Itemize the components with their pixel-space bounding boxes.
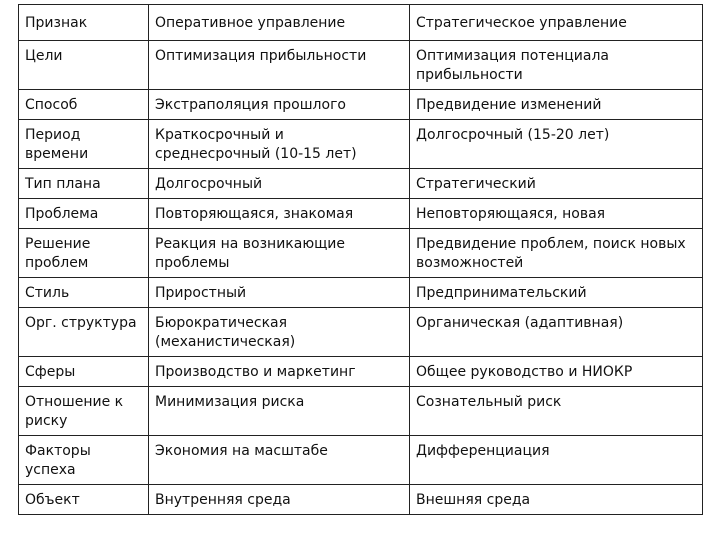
operational-cell: Повторяющаяся, знакомая (149, 199, 410, 229)
operational-cell: Краткосрочный и среднесрочный (10-15 лет) (149, 120, 410, 169)
strategic-cell: Внешняя среда (410, 485, 703, 515)
row-label: Факторы успеха (19, 436, 149, 485)
comparison-table (18, 4, 703, 515)
operational-cell: Экстраполяция прошлого (149, 90, 410, 120)
operational-cell: Производство и маркетинг (149, 357, 410, 387)
table-row (19, 229, 703, 278)
strategic-cell: Предвидение изменений (410, 90, 703, 120)
row-label: Сферы (19, 357, 149, 387)
row-label: Тип плана (19, 169, 149, 199)
header-cell-attribute: Признак (19, 5, 149, 41)
table-row (19, 199, 703, 229)
table-row (19, 120, 703, 169)
header-cell-strategic: Стратегическое управление (410, 5, 703, 41)
table-row (19, 436, 703, 485)
row-label: Орг. структура (19, 308, 149, 357)
operational-cell: Реакция на возникающие проблемы (149, 229, 410, 278)
row-label: Способ (19, 90, 149, 120)
document-page (18, 4, 702, 515)
row-label: Решение проблем (19, 229, 149, 278)
strategic-cell: Неповторяющаяся, новая (410, 199, 703, 229)
operational-cell: Оптимизация прибыльности (149, 41, 410, 90)
operational-cell: Минимизация риска (149, 387, 410, 436)
strategic-cell: Сознательный риск (410, 387, 703, 436)
row-label: Стиль (19, 278, 149, 308)
table-row (19, 387, 703, 436)
table-row (19, 169, 703, 199)
strategic-cell: Предвидение проблем, поиск новых возможностей (410, 229, 703, 278)
header-cell-operational: Оперативное управление (149, 5, 410, 41)
strategic-cell: Стратегический (410, 169, 703, 199)
row-label: Отношение к риску (19, 387, 149, 436)
strategic-cell: Предпринимательский (410, 278, 703, 308)
table-row (19, 278, 703, 308)
table-row (19, 41, 703, 90)
operational-cell: Внутренняя среда (149, 485, 410, 515)
table-row (19, 90, 703, 120)
table-header-row (19, 5, 703, 41)
row-label: Проблема (19, 199, 149, 229)
strategic-cell: Дифференциация (410, 436, 703, 485)
table-row (19, 308, 703, 357)
strategic-cell: Оптимизация потенциала прибыльности (410, 41, 703, 90)
operational-cell: Долгосрочный (149, 169, 410, 199)
table-row (19, 357, 703, 387)
strategic-cell: Долгосрочный (15-20 лет) (410, 120, 703, 169)
row-label: Период времени (19, 120, 149, 169)
row-label: Объект (19, 485, 149, 515)
operational-cell: Экономия на масштабе (149, 436, 410, 485)
operational-cell: Приростный (149, 278, 410, 308)
table-row (19, 485, 703, 515)
operational-cell: Бюрократическая (механистическая) (149, 308, 410, 357)
row-label: Цели (19, 41, 149, 90)
strategic-cell: Органическая (адаптивная) (410, 308, 703, 357)
strategic-cell: Общее руководство и НИОКР (410, 357, 703, 387)
